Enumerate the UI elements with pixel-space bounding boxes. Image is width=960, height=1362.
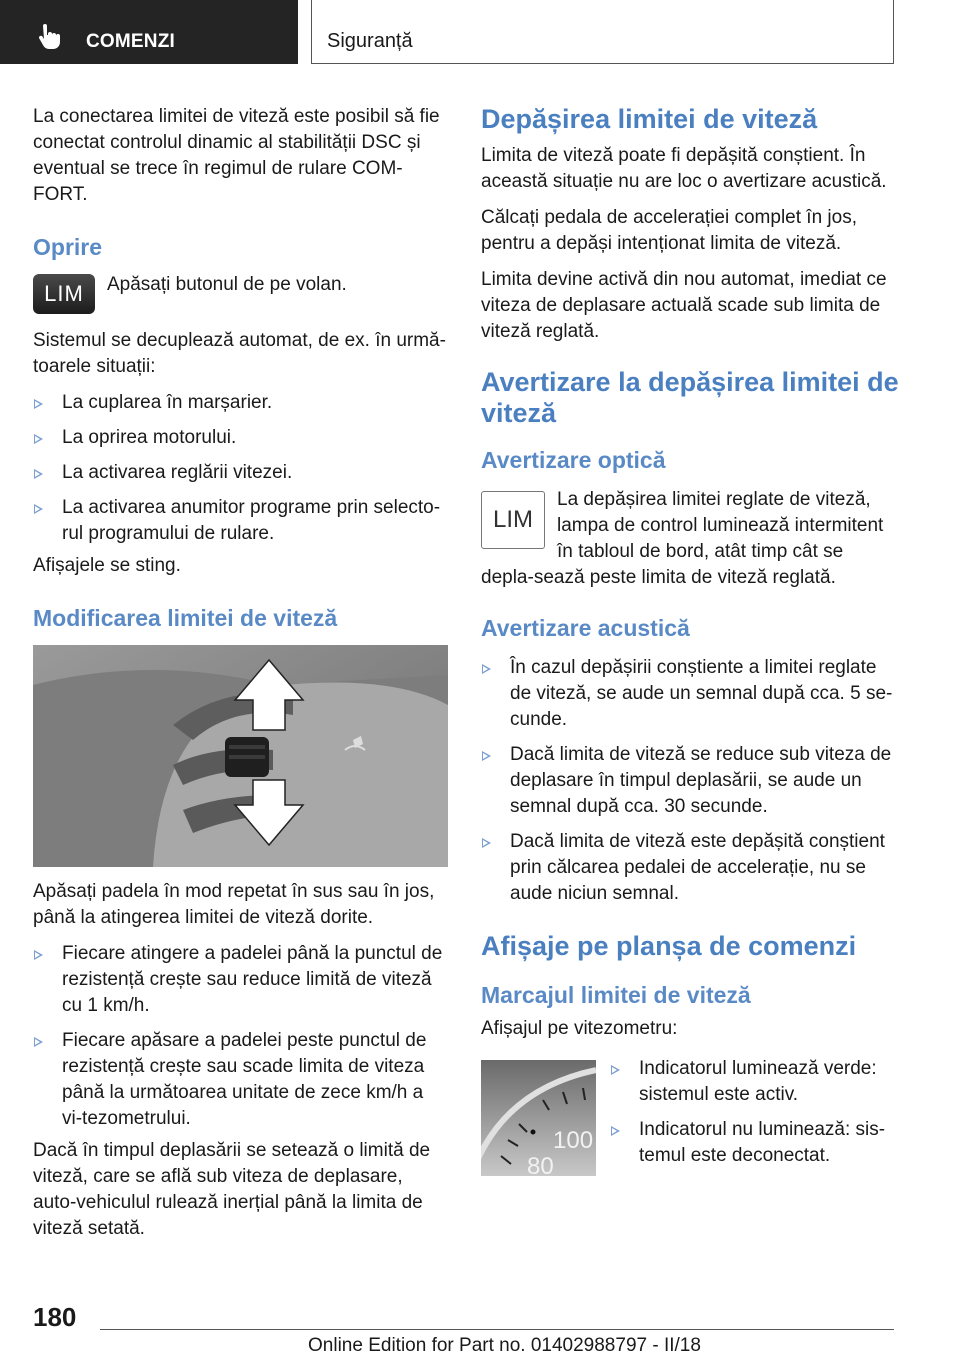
bullet-triangle-icon xyxy=(611,1126,620,1136)
bullet-triangle-icon xyxy=(611,1065,620,1075)
displays-off-text: Afișajele se sting. xyxy=(33,555,181,576)
section-header xyxy=(311,0,894,64)
decouple-list xyxy=(33,390,448,547)
steering-wheel-paddle-figure xyxy=(33,645,448,867)
footer-divider xyxy=(100,1329,894,1330)
warn-heading: Avertizare la depășirea limitei de viteză xyxy=(481,367,899,428)
list-item: În cazul depășirii conștiente a limitei reglate de viteză, se aude un semnal după cca. 5 se-cunde. xyxy=(481,655,899,733)
list-item: La cuplarea în marșarier. xyxy=(33,390,448,416)
exceed-paragraph-3: Limita devine activă din nou automat, imediat ce viteza de deplasare actuală scade sub limita de viteză reglată. xyxy=(481,269,887,342)
oprire-heading: Oprire xyxy=(33,234,103,260)
list-item: La oprirea motorului. xyxy=(33,425,448,451)
list-item: Fiecare atingere a padelei până la punctul de rezistență crește sau reduce limită de viteză cu 1 km/h. xyxy=(33,941,448,1019)
exceed-heading: Depășirea limitei de viteză xyxy=(481,104,818,134)
lim-button-icon: LIM xyxy=(33,274,95,314)
speedometer-figure xyxy=(481,1060,596,1176)
list-item: La activarea reglării vitezei. xyxy=(33,460,448,486)
list-item: La activarea anumitor programe prin selecto-rul programului de rulare. xyxy=(33,495,448,547)
left-column xyxy=(33,104,448,1252)
list-item: Fiecare apăsare a padelei peste punctul de rezistență crește sau scade limita de viteza până la următoarea unitate de zece km/h a vi-tezometrului. xyxy=(33,1028,448,1132)
list-item: Indicatorul nu luminează: sis-temul este deconectat. xyxy=(610,1117,899,1169)
bullet-triangle-icon xyxy=(482,664,491,674)
paddle-list xyxy=(33,941,448,1132)
modif-heading: Modificarea limitei de viteză xyxy=(33,605,338,631)
bullet-triangle-icon xyxy=(482,751,491,761)
acoustic-list xyxy=(481,655,899,907)
hand-pointer-icon xyxy=(36,24,62,50)
decouple-text: Sistemul se decuplează automat, de ex. în urmă-toarele situații: xyxy=(33,330,446,377)
list-item: Indicatorul luminează verde: sistemul este activ. xyxy=(610,1056,899,1108)
list-item: Dacă limita de viteză este depășită conștient prin călcarea pedalei de accelerație, nu se aude niciun semnal. xyxy=(481,829,899,907)
intro-paragraph: La conectarea limitei de viteză este posibil să fie conectat controlul dinamic al stabilității DSC și eventual se trece în regimul de rulare COM-FORT. xyxy=(33,106,440,205)
right-column xyxy=(481,104,899,1184)
marker-row xyxy=(481,1056,899,1176)
bullet-triangle-icon xyxy=(34,504,43,514)
paddle-text: Apăsați padela în mod repetat în sus sau în jos, până la atingerea limitei de viteză dorite. xyxy=(33,881,435,928)
bullet-triangle-icon xyxy=(482,838,491,848)
chapter-tab-label: COMENZI xyxy=(86,31,176,52)
bullet-triangle-icon xyxy=(34,399,43,409)
list-item: Dacă limita de viteză se reduce sub viteza de deplasare în timpul deplasării, se aude un semnal după cca. 30 secunde. xyxy=(481,742,899,820)
optical-row xyxy=(481,487,899,591)
bullet-triangle-icon xyxy=(34,434,43,444)
optical-heading: Avertizare optică xyxy=(481,447,666,473)
page-number: 180 xyxy=(33,1302,77,1332)
footer-edition: Online Edition for Part no. 01402988797 - II/18 xyxy=(308,1335,701,1356)
lim-button-row xyxy=(33,272,448,322)
acoustic-heading: Avertizare acustică xyxy=(481,615,690,641)
bullet-triangle-icon xyxy=(34,469,43,479)
marker-text: Afișajul pe vitezometru: xyxy=(481,1018,678,1039)
oprire-text: Apăsați butonul de pe volan. xyxy=(107,274,347,295)
marker-list xyxy=(610,1056,899,1169)
speedo-label-100: 100 xyxy=(553,1127,594,1154)
display-heading: Afișaje pe planșa de comenzi xyxy=(481,931,857,961)
exceed-paragraph-2: Călcați pedala de accelerației complet în jos, pentru a depăși intenționat limita de viteză. xyxy=(481,207,857,254)
marker-heading: Marcajul limitei de viteză xyxy=(481,982,751,1008)
coast-text: Dacă în timpul deplasării se setează o limită de viteză, care se află sub viteza de deplasare, auto-vehiculul rulează inerțial până la limita de viteză setată. xyxy=(33,1140,431,1239)
speedo-label-80: 80 xyxy=(527,1153,554,1176)
bullet-triangle-icon xyxy=(34,950,43,960)
exceed-paragraph-1: Limita de viteză poate fi depășită conștient. În această situație nu are loc o avertizare acustică. xyxy=(481,145,887,192)
lim-lamp-icon: LIM xyxy=(481,491,545,549)
bullet-triangle-icon xyxy=(34,1037,43,1047)
optical-text: La depășirea limitei reglate de viteză, lampa de control luminează intermitent în tabloul de bord, atât timp cât se depla-sează peste limita de viteză reglată. xyxy=(481,489,884,588)
chapter-tab xyxy=(0,0,298,64)
section-title: Siguranță xyxy=(327,30,413,52)
